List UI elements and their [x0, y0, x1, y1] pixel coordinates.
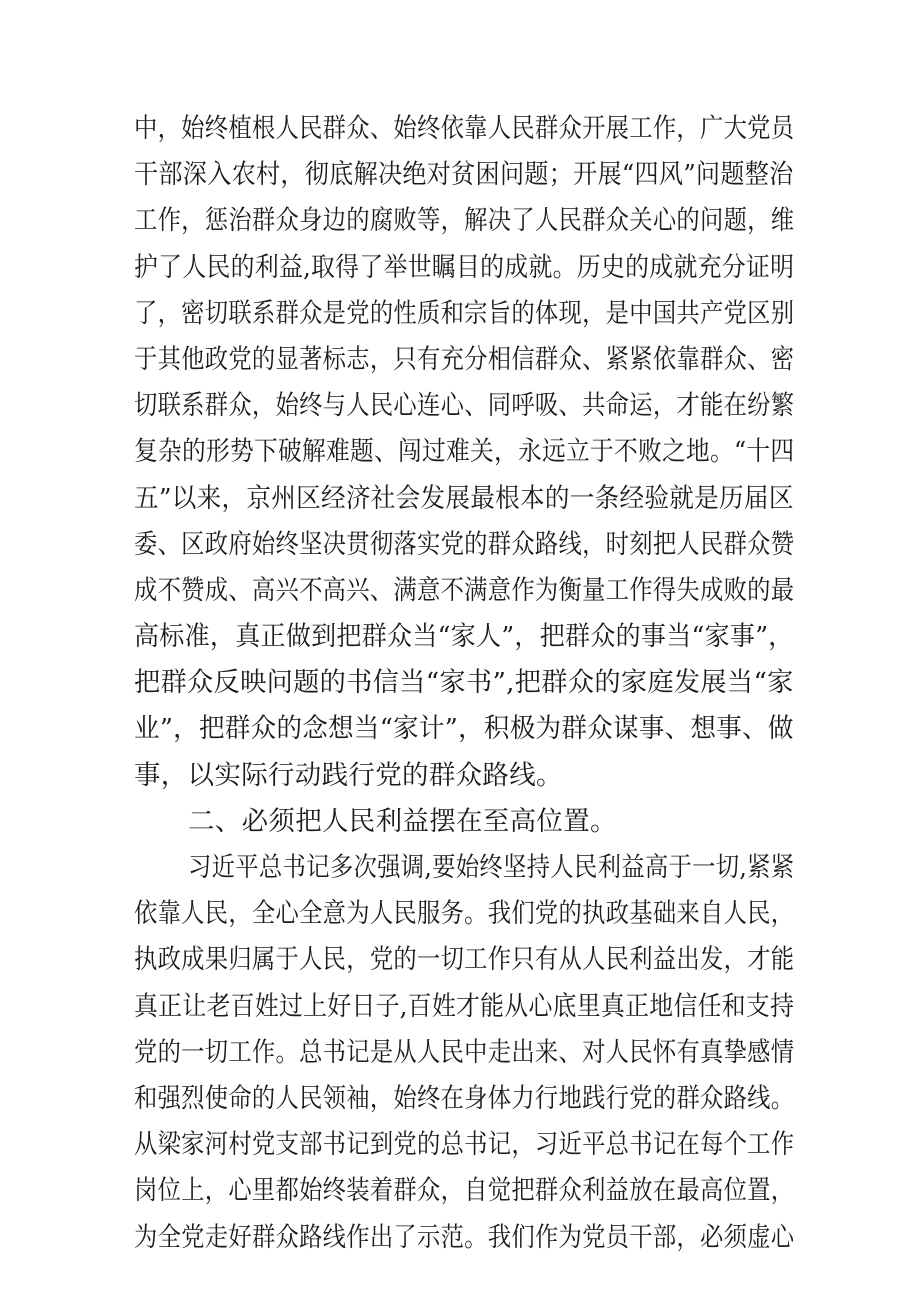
- text-line-content: 真正让老百姓过上好日子,百姓才能从心底里真正地信任和支持: [134, 990, 795, 1022]
- text-line: [134, 198, 794, 244]
- text-line: [134, 1076, 794, 1122]
- text-line-content: 业”，把群众的念想当“家计”，积极为群众谋事、想事、做: [134, 713, 794, 745]
- text-line: [134, 845, 794, 891]
- text-line: [134, 337, 794, 383]
- text-line-content: 高标准，真正做到把群众当“家人”，把群众的事当“家事”，: [134, 621, 794, 653]
- text-line: [134, 291, 794, 337]
- text-line: [134, 383, 794, 429]
- text-line-content: 把群众反映问题的书信当“家书”,把群众的家庭发展当“家: [134, 667, 794, 699]
- text-line-content: 习近平总书记多次强调,要始终坚持人民利益高于一切,紧紧: [188, 852, 795, 883]
- text-line: [134, 568, 794, 614]
- section-heading: 二、必须把人民利益摆在至高位置。: [188, 805, 617, 837]
- text-line: [134, 429, 794, 475]
- text-line-content: 了，密切联系群众是党的性质和宗旨的体现，是中国共产党区别: [134, 297, 795, 329]
- text-line-content: 切联系群众，始终与人民心连心、同呼吸、共命运，才能在纷繁: [134, 390, 795, 422]
- text-line-content: 五”以来，京州区经济社会发展最根本的一条经验就是历届区: [134, 482, 794, 514]
- text-line: [134, 152, 794, 198]
- text-line: [134, 1215, 794, 1261]
- text-line: [134, 245, 794, 291]
- text-line-content: 依靠人民，全心全意为人民服务。我们党的执政基础来自人民，: [134, 898, 795, 930]
- text-line: [134, 984, 794, 1030]
- document-body: [134, 106, 794, 1261]
- text-line: [134, 522, 794, 568]
- text-line-content: 复杂的形势下破解难题、闯过难关，永远立于不败之地。“十四: [134, 436, 795, 468]
- text-line-content: 为全党走好群众路线作出了示范。我们作为党员干部，必须虚心: [134, 1221, 795, 1253]
- text-line: [134, 106, 794, 152]
- text-line: [134, 476, 794, 522]
- text-line-content: 成不赞成、高兴不高兴、满意不满意作为衡量工作得失成败的最: [134, 574, 795, 606]
- text-line-content: 工作，惩治群众身边的腐败等，解决了人民群众关心的问题，维: [134, 205, 795, 237]
- text-line-content: 于其他政党的显著标志，只有充分相信群众、紧紧依靠群众、密: [134, 343, 795, 375]
- text-line: [134, 660, 794, 706]
- text-line-content: 干部深入农村，彻底解决绝对贫困问题；开展“四风”问题整治: [134, 159, 794, 191]
- text-line-content: 党的一切工作。总书记是从人民中走出来、对人民怀有真挚感情: [134, 1036, 795, 1068]
- text-line-content: 从梁家河村党支部书记到党的总书记，习近平总书记在每个工作: [134, 1129, 795, 1161]
- text-line: [134, 891, 794, 937]
- text-line: [134, 1122, 794, 1168]
- text-line-content: 护了人民的利益,取得了举世瞩目的成就。历史的成就充分证明: [134, 251, 795, 283]
- text-line-content: 岗位上，心里都始终装着群众，自觉把群众利益放在最高位置，: [134, 1175, 795, 1207]
- text-line: [134, 1168, 794, 1214]
- text-line: [134, 937, 794, 983]
- text-line: [134, 1030, 794, 1076]
- text-line: 事，以实际行动践行党的群众路线。: [134, 759, 563, 791]
- text-line: [134, 706, 794, 752]
- text-line-content: 执政成果归属于人民，党的一切工作只有从人民利益出发，才能: [134, 944, 795, 976]
- text-line-content: 和强烈使命的人民领袖，始终在身体力行地践行党的群众路线。: [134, 1082, 795, 1114]
- text-line-content: 委、区政府始终坚决贯彻落实党的群众路线，时刻把人民群众赞: [134, 528, 795, 560]
- text-line: [134, 614, 794, 660]
- text-line-content: 中，始终植根人民群众、始终依靠人民群众开展工作，广大党员: [134, 113, 795, 144]
